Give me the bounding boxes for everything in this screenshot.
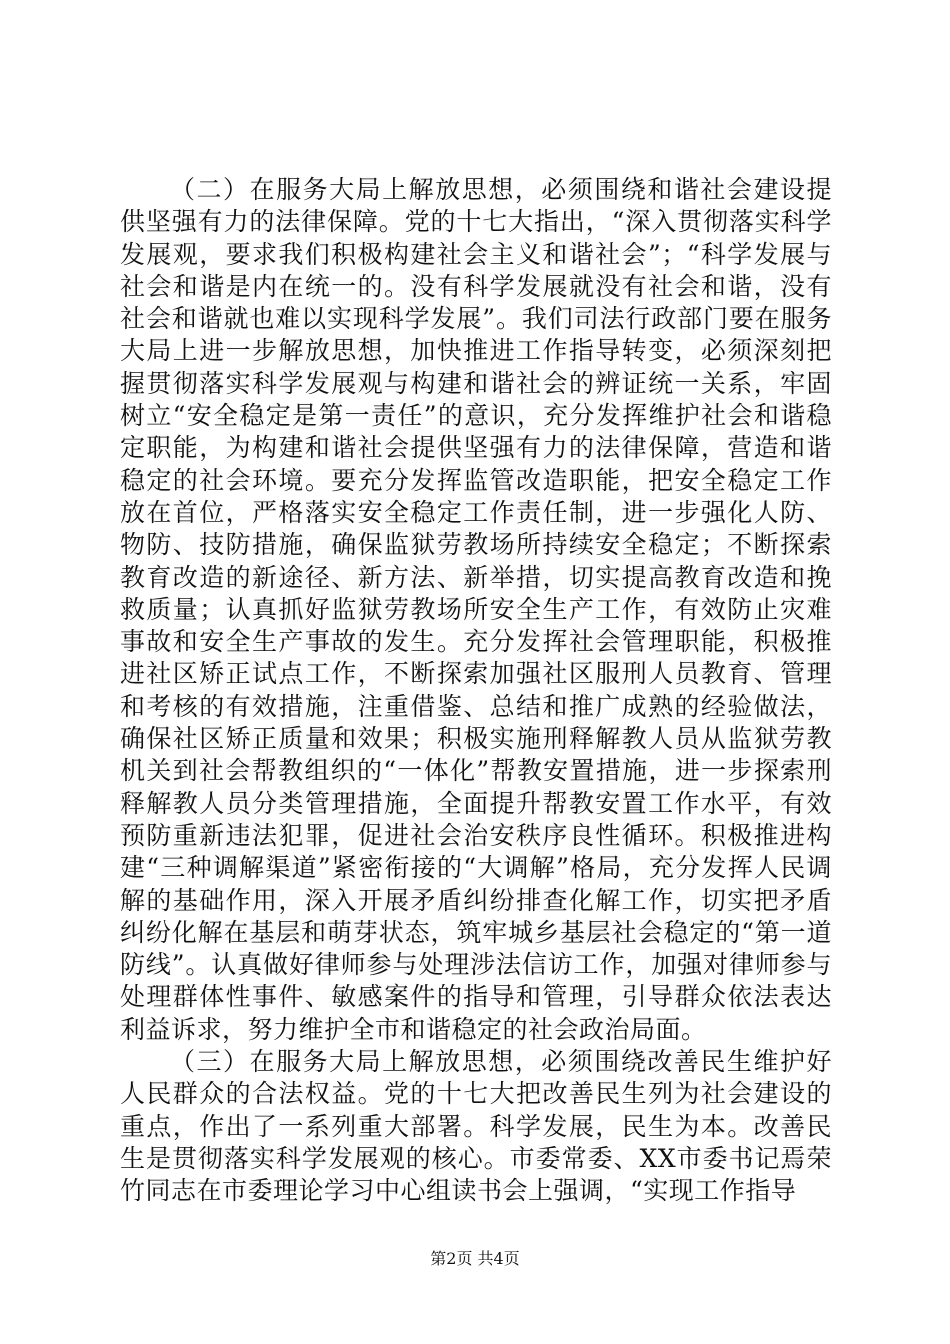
page-footer: 第2页 共4页 [430,1249,520,1268]
document-body [120,174,832,1208]
paragraph-3: （三）在服务大局上解放思想，必须围绕改善民生维护好人民群众的合法权益。党的十七大把改善民生列为社会建设的重点，作出了一系列重大部署。科学发展，民生为本。改善民生是贯彻落实科学发展观的核心。市委常委、XX市委书记焉荣竹同志在市委理论学习中心组读书会上强调，“实现工作指导 [120,1047,832,1206]
paragraph-2: （二）在服务大局上解放思想，必须围绕和谐社会建设提供坚强有力的法律保障。党的十七大指出，“深入贯彻落实科学发展观，要求我们积极构建社会主义和谐社会”；“科学发展与社会和谐是内在统一的。没有科学发展就没有社会和谐，没有社会和谐就也难以实现科学发展”。我们司法行政部门要在服务大局上进一步解放思想，加快推进工作指导转变，必须深刻把握贯彻落实科学发展观与构建和谐社会的辨证统一关系，牢固树立“安全稳定是第一责任”的意识，充分发挥维护社会和谐稳定职能，为构建和谐社会提供坚强有力的法律保障，营造和谐稳定的社会环境。要充分发挥监管改造职能，把安全稳定工作放在首位，严格落实安全稳定工作责任制，进一步强化人防、物防、技防措施，确保监狱劳教场所持续安全稳定；不断探索教育改造的新途径、新方法、新举措，切实提高教育改造和挽救质量；认真抓好监狱劳教场所安全生产工作，有效防止灾难事故和安全生产事故的发生。充分发挥社会管理职能，积极推进社区矫正试点工作，不断探索加强社区服刑人员教育、管理和考核的有效措施，注重借鉴、总结和推广成熟的经验做法，确保社区矫正质量和效果；积极实施刑释解教人员从监狱劳教机关到社会帮教组织的“一体化”帮教安置措施，进一步探索刑释解教人员分类管理措施，全面提升帮教安置工作水平，有效预防重新违法犯罪，促进社会治安秩序良性循环。积极推进构建“三种调解渠道”紧密衔接的“大调解”格局，充分发挥人民调解的基础作用，深入开展矛盾纠纷排查化解工作，切实把矛盾纠纷化解在基层和萌芽状态，筑牢城乡基层社会稳定的“第一道防线”。认真做好律师参与处理涉法信访工作，加强对律师参与处理群体性事件、敏感案件的指导和管理，引导群众依法表达利益诉求，努力维护全市和谐稳定的社会政治局面。 [120,175,832,1044]
